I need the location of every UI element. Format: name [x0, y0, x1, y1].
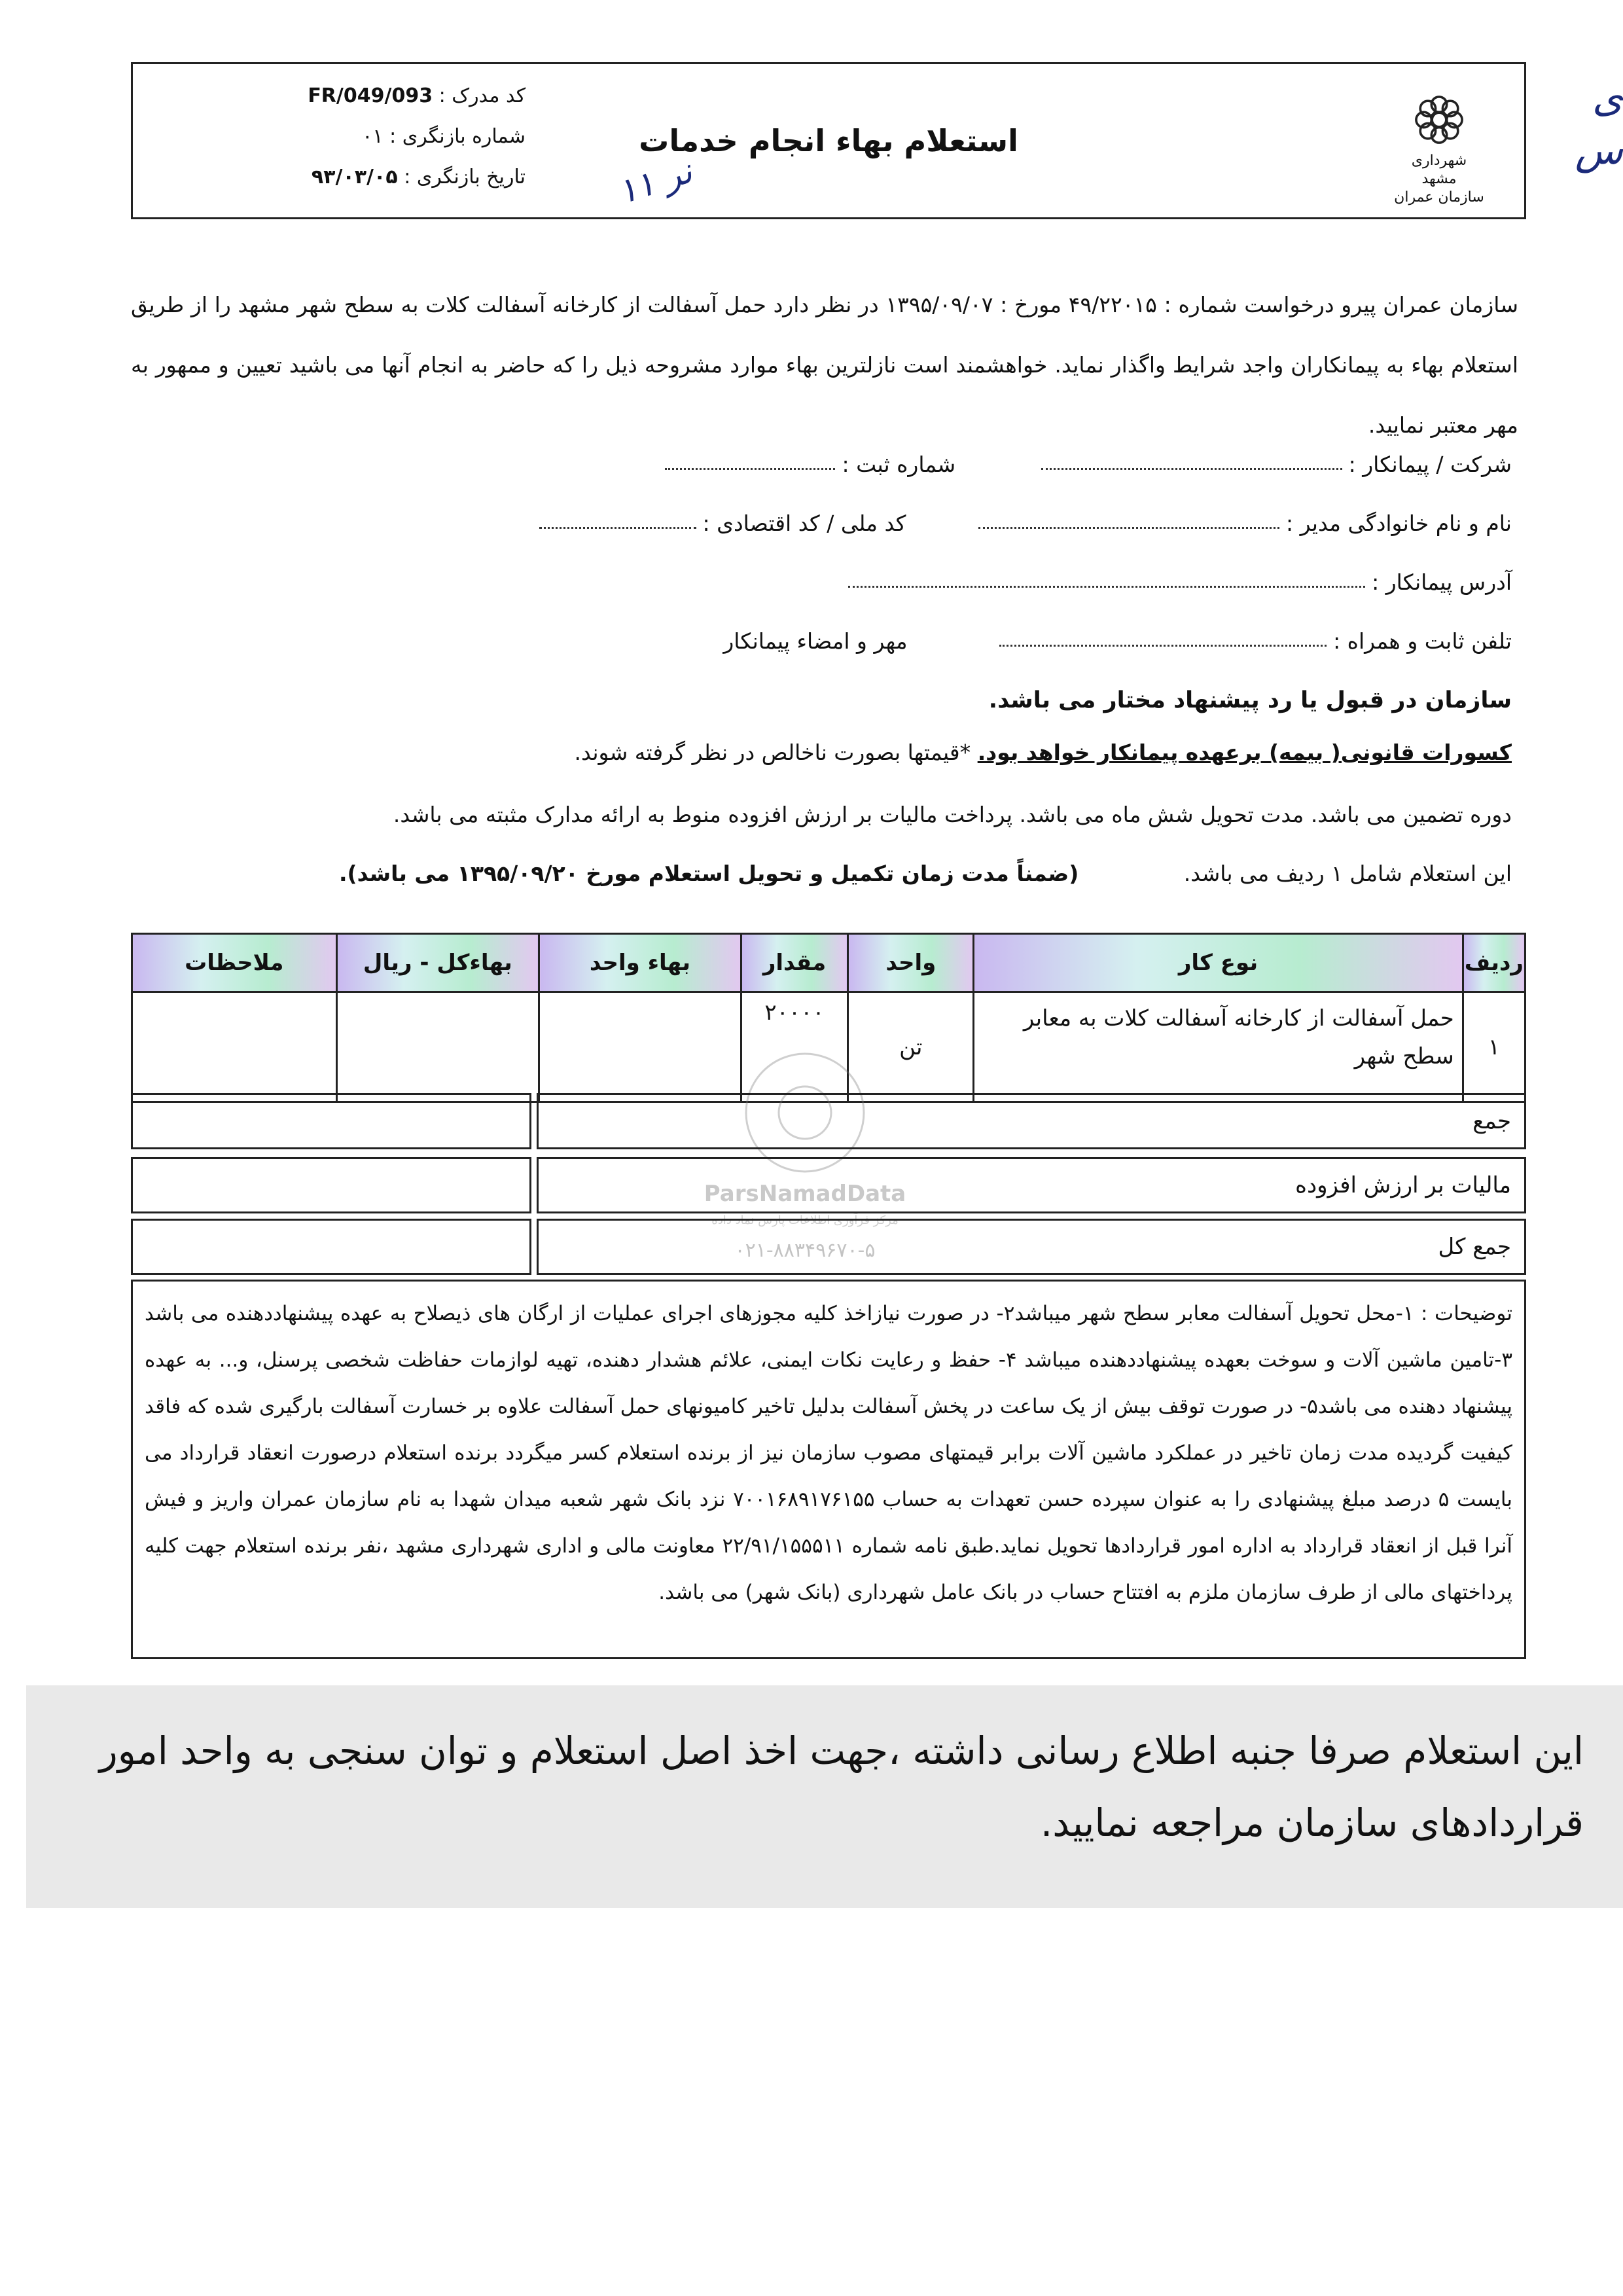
handwritten-margin-note: ی س — [1575, 75, 1623, 173]
total-value-box — [131, 1219, 531, 1275]
col-header-unit-price: بهاء واحد — [539, 934, 741, 992]
deductions-text: کسورات قانونی( بیمه) برعهده پیمانکار خواهد بود. — [977, 740, 1512, 765]
sum-row — [131, 1093, 1526, 1149]
revision-row — [159, 117, 526, 157]
watermark-subtitle: مرکز فرآوری اطلاعات پارس نماد داده — [711, 1213, 899, 1227]
handwritten-number: نر ۱۱ — [613, 151, 698, 213]
doc-code-row — [159, 76, 526, 117]
revision-number: ۰۱ — [362, 125, 383, 148]
notes-box: توضیحات : ۱-محل تحویل آسفالت معابر سطح شهر میباشد۲- در صورت نیازاخذ کلیه مجوزهای اجرای عملیات از ارگان های ذیصلاح به عهده پیشنهاددهنده می باشد ۳-تامین ماشین آلات و سوخت بعهده پیشنهاددهنده میباشد ۴- حفظ و رعایت نکات ایمنی، علائم هشدار دهنده، تهیه لوازمات حفاظت شخصی پرسنل، و... به عهده پیشنهاد دهنده می باشد۵- در صورت توقف بیش از یک ساعت در پخش آسفالت بدلیل تاخیر کامیونهای حمل آسفالت علاوه بر خسارت آسفالت بارگیری شده که فاقد کیفیت گردیده مدت زمان تاخیر در عملکرد ماشین آلات برابر قیمتهای مصوب سازمان نیز از برنده استعلام کسر میگردد برنده استعلام درصورت انعقاد قرارداد می بایست ۵ درصد مبلغ پیشنهادی را به عنوان سپرده حسن تعهدات به حساب ۷۰۰۱۶۸۹۱۷۶۱۵۵ نزد بانک شهر شعبه میدان شهدا به نام سازمان عمران واریز و فیش آنرا قبل از انعقاد قرارداد به اداره امور قراردادها تحویل نماید.طبق نامه شماره ۲۲/۹۱/۱۵۵۵۱۱ معاونت مالی و اداری شهرداری مشهد ،نفر برنده استعلام جهت کلیه پرداختهای مالی از طرف سازمان ملزم به افتتاح حساب در بانک عامل شهرداری (بانک شهر) می باشد. — [131, 1280, 1526, 1659]
total-label-box — [537, 1219, 1526, 1275]
revision-date-row — [159, 157, 526, 198]
address-row — [842, 569, 1512, 595]
col-header-total-price: بهاء‌کل - ریال — [336, 934, 539, 992]
deadline-text: (ضمناً مدت زمان تکمیل و تحویل استعلام مورخ ۱۳۹۵/۰۹/۲۰ می باشد). — [338, 861, 1079, 886]
manager-row — [533, 511, 1512, 536]
logo-line-2: سازمان عمران — [1394, 189, 1484, 206]
logo-line-1: شهرداری مشهد — [1411, 152, 1467, 187]
includes-text: این استعلام شامل ۱ ردیف می باشد. — [1183, 861, 1512, 886]
company-row — [658, 452, 1512, 477]
sum-label: جمع — [1472, 1108, 1511, 1134]
seal-label: مهر و امضاء پیمانکار — [723, 628, 908, 654]
national-code-label: کد ملی / کد اقتصادی : — [702, 511, 906, 536]
total-label: جمع کل — [1438, 1234, 1511, 1260]
col-header-work-type: نوع کار — [974, 934, 1463, 992]
cell-remarks — [132, 992, 337, 1102]
prices-note: *قیمتها بصورت ناخالص در نظر گرفته شوند. — [574, 740, 971, 765]
doc-code-label: کد مدرک : — [438, 84, 526, 107]
revision-date: ۹۳/۰۳/۰۵ — [311, 166, 398, 188]
watermark-name: ParsNamadData — [704, 1181, 906, 1207]
phone-row — [723, 628, 1512, 654]
vat-label-box — [537, 1157, 1526, 1213]
registration-label: شماره ثبت : — [842, 452, 956, 477]
page-title: استعلام بهاء انجام خدمات — [639, 123, 1018, 158]
col-header-quantity: مقدار — [741, 934, 848, 992]
sum-label-box — [537, 1093, 1526, 1149]
guarantee-text: دوره تضمین می باشد. مدت تحویل شش ماه می باشد. پرداخت مالیات بر ارزش افزوده منوط به ارائه مدارک مثبته می باشد. — [393, 802, 1512, 827]
cell-row-number: ۱ — [1463, 992, 1525, 1102]
rights-text: سازمان در قبول یا رد پیشنهاد مختار می باشد. — [988, 687, 1512, 713]
stamp-text: این استعلام صرفا جنبه اطلاع رسانی داشته ،جهت اخذ اصل استعلام و توان سنجی به واحد امور قراردادهای سازمان مراجعه نمایید. — [99, 1729, 1584, 1845]
company-label: شرکت / پیمانکار : — [1348, 452, 1512, 477]
revision-label: شماره بازنگری : — [389, 125, 526, 148]
document-header — [131, 62, 1526, 219]
total-row — [131, 1219, 1526, 1275]
doc-code: FR/049/093 — [308, 84, 433, 107]
cell-quantity: ۲۰۰۰۰ — [741, 992, 848, 1102]
cell-unit: تن — [848, 992, 974, 1102]
includes-row — [339, 861, 1512, 886]
cell-work-type: حمل آسفالت از کارخانه آسفالت کلات به معابر سطح شهر — [974, 992, 1463, 1102]
deductions-row — [575, 740, 1512, 765]
vat-value-box — [131, 1157, 531, 1213]
col-header-row-number: ردیف — [1463, 934, 1525, 992]
vat-row — [131, 1157, 1526, 1213]
watermark-phone: ۰۲۱-۸۸۳۴۹۶۷۰-۵ — [734, 1239, 876, 1262]
document-meta — [159, 76, 526, 198]
address-label: آدرس پیمانکار : — [1372, 569, 1512, 595]
intro-paragraph: سازمان عمران پیرو درخواست شماره : ۴۹/۲۲۰۱۵ مورخ : ۱۳۹۵/۰۹/۰۷ در نظر دارد حمل آسفالت از کارخانه آسفالت کلات به سطح شهر مشهد را از طریق استعلام بهاء به پیمانکاران واجد شرایط واگذار نماید. خواهشمند است نازلترین بهاء موارد مشروحه ذیل را که حاضر به انجام آنها می باشید تعیین و ممهور به مهر معتبر نمایید. — [131, 292, 1518, 438]
manager-label: نام و نام خانوادگی مدیر : — [1285, 511, 1512, 536]
cell-total-price — [336, 992, 539, 1102]
col-header-unit: واحد — [848, 934, 974, 992]
vat-label: مالیات بر ارزش افزوده — [1295, 1172, 1511, 1198]
table-header-row — [132, 934, 1525, 992]
phone-label: تلفن ثابت و همراه : — [1333, 628, 1512, 654]
sum-value-box — [131, 1093, 531, 1149]
col-header-remarks: ملاحظات — [132, 934, 337, 992]
revision-date-label: تاریخ بازنگری : — [404, 166, 526, 188]
